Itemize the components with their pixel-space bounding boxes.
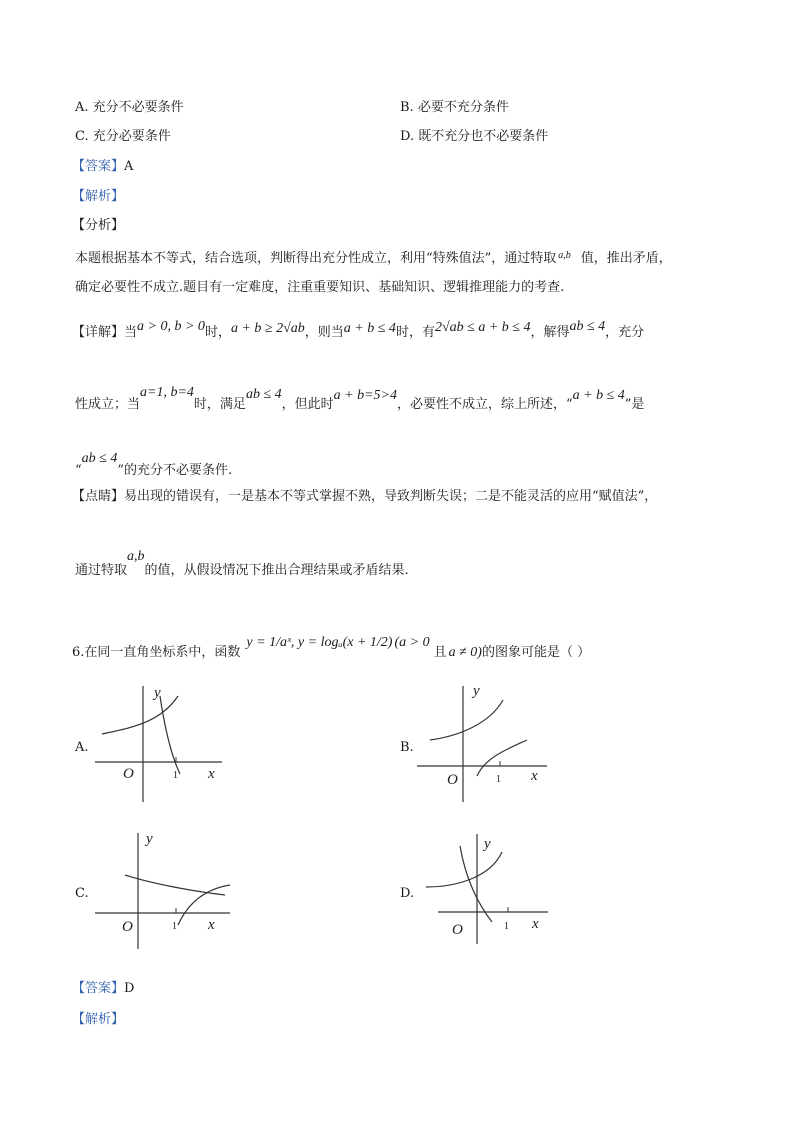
fenxi-text-a: 本题根据基本不等式，结合选项，判断得出充分性成立，利用“特殊值法”，通过特取 [75,251,557,266]
math-seg: a,b [127,549,145,564]
text-seg: ，必要性不成立，综上所述，“ [396,397,573,412]
y-axis-label: y [484,836,491,852]
fenxi-line2: 确定必要性不成立.题目有一定难度，注重重要知识、基础知识、逻辑推理能力的考查. [75,280,565,295]
text-seg: 通过特取 [75,563,128,578]
text-seg: ，解得 [530,325,570,340]
answer2-value: D [124,981,135,996]
text-seg: ，充分 [605,325,645,340]
fenxi-tag: 【分析】 [72,218,125,233]
text-seg: ，但此时 [281,397,334,412]
graph-c-label: C. [75,886,89,901]
text-seg: 时， [204,325,231,340]
fenxi-text-b: 值，推出矛盾， [580,251,672,266]
text-seg: 的值，从假设情况下推出合理结果或矛盾结果. [144,563,409,578]
q6-formula-2: , y = logₐ(x + 1/2) [290,635,393,650]
answer-line [72,158,133,176]
x-axis-label: x [532,916,539,932]
text-seg: ，则当 [304,325,344,340]
option-c: C. 充分必要条件 [75,129,171,144]
y-axis-label: y [146,831,153,847]
math-seg: a=1, b=4 [140,385,194,400]
fenxi-line1 [75,247,672,268]
math-seg: 2√ab ≤ a + b ≤ 4 [434,320,531,335]
xiangjie-line1 [72,318,644,342]
graph-d [420,830,560,950]
xiangjie-tag: 【详解】 [72,325,125,340]
q6-cond-2: a ≠ 0) [448,645,482,660]
math-seg: a > 0, b > 0 [137,319,205,334]
origin-label: O [123,766,134,782]
text-seg: 时，满足 [193,397,246,412]
xiangjie-line3 [75,450,232,480]
text-seg: 当 [124,325,138,340]
answer2-line [72,980,134,998]
math-seg: a + b ≤ 4 [343,321,396,336]
graph-b-label: B. [400,740,414,755]
answer-value: A [124,159,134,174]
math-seg: ab ≤ 4 [245,387,282,402]
answer-tag: 【答案】 [72,159,125,174]
dianjing-line2 [75,548,409,580]
tick-label: 1 [496,774,501,785]
tick-label: 1 [173,770,178,781]
y-axis-label: y [473,683,480,699]
graph-d-label: D. [400,886,415,901]
q6-cond-1: (a > 0 [394,635,430,650]
math-seg: ab ≤ 4 [81,451,118,466]
text-seg: ”是 [624,397,645,412]
text-seg: “ [75,463,82,478]
q6-formula-1: y = 1/aˣ [246,635,291,650]
graph-b [415,678,555,808]
option-d: D. 既不充分也不必要条件 [400,129,549,144]
question-6 [72,634,590,662]
graph-c [90,825,240,955]
math-seg: a + b ≤ 4 [572,388,625,403]
q6-cond-text: 且 [433,645,447,660]
option-b: B. 必要不充分条件 [400,100,509,115]
dianjing-text: 易出现的错误有，一是基本不等式掌握不熟，导致判断失误；二是不能灵活的应用“赋值法”， [124,489,658,504]
math-seg: a + b ≥ 2√ab [230,321,305,336]
option-a: A. 充分不必要条件 [75,100,184,115]
answer2-tag: 【答案】 [72,981,125,996]
dianjing-line1 [72,488,657,506]
x-axis-label: x [208,917,215,933]
graph-a-label: A. [75,740,89,755]
origin-label: O [447,772,458,788]
text-seg: 时，有 [395,325,435,340]
y-axis-label: y [154,685,161,701]
math-seg: ab ≤ 4 [569,319,606,334]
dianjing-tag: 【点睛】 [72,489,125,504]
math-seg: a + b=5>4 [333,388,397,403]
origin-label: O [452,922,463,938]
analysis2-tag: 【解析】 [72,1012,125,1027]
origin-label: O [122,919,133,935]
q6-tail: 的图象可能是（ ） [481,645,591,660]
x-axis-label: x [531,768,538,784]
text-seg: ”的充分不必要条件. [117,463,233,478]
xiangjie-line2 [75,384,644,414]
tick-label: 1 [504,921,509,932]
tick-label: 1 [172,921,177,932]
analysis-tag: 【解析】 [72,189,125,204]
x-axis-label: x [208,766,215,782]
graph-a [90,678,230,808]
text-seg: 性成立；当 [75,397,141,412]
q6-stem: 6.在同一直角坐标系中，函数 [72,645,241,660]
fenxi-var: a,b [558,250,571,261]
